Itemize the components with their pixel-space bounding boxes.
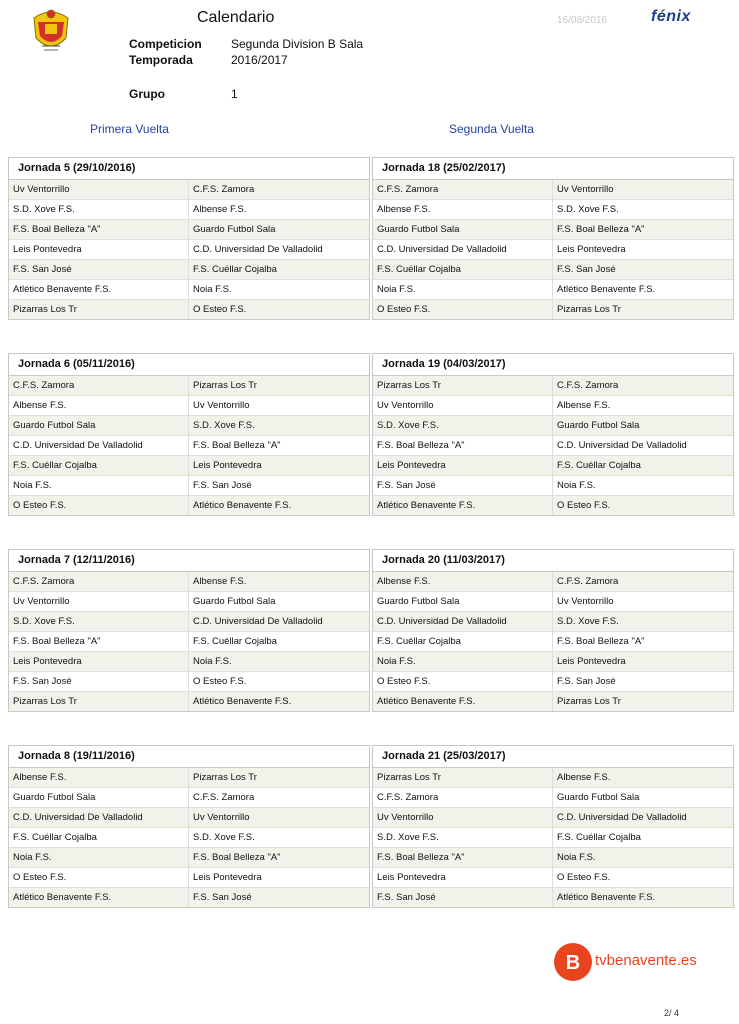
home-team: O Esteo F.S. xyxy=(373,672,553,691)
away-team: Pizarras Los Tr xyxy=(193,380,257,391)
home-team: Albense F.S. xyxy=(373,200,553,219)
match-row xyxy=(373,260,733,280)
home-team: S.D. Xove F.S. xyxy=(373,416,553,435)
away-team: Albense F.S. xyxy=(193,576,247,587)
away-team: Leis Pontevedra xyxy=(557,656,626,667)
grupo-value: 1 xyxy=(231,87,238,101)
match-row xyxy=(373,692,733,711)
home-team: F.S. Boal Belleza "A" xyxy=(9,632,189,651)
home-team: Guardo Futbol Sala xyxy=(9,788,189,807)
away-team: Leis Pontevedra xyxy=(193,460,262,471)
jornada-title: Jornada 7 (12/11/2016) xyxy=(9,550,369,572)
away-team: F.S. San José xyxy=(557,264,616,275)
match-row xyxy=(9,260,369,280)
match-row xyxy=(9,396,369,416)
home-team: Atlético Benavente F.S. xyxy=(373,692,553,711)
match-row xyxy=(9,476,369,496)
home-team: C.D. Universidad De Valladolid xyxy=(9,808,189,827)
home-team: Uv Ventorrillo xyxy=(9,180,189,199)
match-row xyxy=(373,376,733,396)
home-team: Uv Ventorrillo xyxy=(373,808,553,827)
match-list xyxy=(373,180,733,319)
match-row xyxy=(373,456,733,476)
jornada-title: Jornada 19 (04/03/2017) xyxy=(373,354,733,376)
away-team: F.S. Cuéllar Cojalba xyxy=(557,460,641,471)
home-team: Guardo Futbol Sala xyxy=(373,592,553,611)
jornada-card xyxy=(372,157,734,320)
away-team: Atlético Benavente F.S. xyxy=(193,696,292,707)
away-team: Atlético Benavente F.S. xyxy=(193,500,292,511)
competicion-label: Competicion xyxy=(129,37,202,51)
away-team: Uv Ventorrillo xyxy=(557,596,614,607)
match-row xyxy=(9,496,369,515)
away-team: Noia F.S. xyxy=(557,852,596,863)
home-team: Atlético Benavente F.S. xyxy=(9,280,189,299)
match-row xyxy=(373,396,733,416)
home-team: C.D. Universidad De Valladolid xyxy=(373,240,553,259)
away-team: F.S. Boal Belleza "A" xyxy=(193,440,281,451)
match-row xyxy=(9,808,369,828)
competicion-value: Segunda Division B Sala xyxy=(231,37,364,51)
match-row xyxy=(373,280,733,300)
away-team: Noia F.S. xyxy=(557,480,596,491)
away-team: Pizarras Los Tr xyxy=(193,772,257,783)
jornada-card xyxy=(8,745,370,908)
away-team: F.S. San José xyxy=(193,480,252,491)
match-row xyxy=(9,632,369,652)
home-team: F.S. Cuéllar Cojalba xyxy=(9,828,189,847)
home-team: C.D. Universidad De Valladolid xyxy=(9,436,189,455)
away-team: C.D. Universidad De Valladolid xyxy=(557,440,687,451)
away-team: F.S. Cuéllar Cojalba xyxy=(193,636,277,647)
away-team: Leis Pontevedra xyxy=(193,872,262,883)
home-team: F.S. Cuéllar Cojalba xyxy=(9,456,189,475)
away-team: F.S. Boal Belleza "A" xyxy=(193,852,281,863)
away-team: S.D. Xove F.S. xyxy=(557,204,619,215)
match-row xyxy=(373,180,733,200)
match-row xyxy=(373,300,733,319)
fenix-brand-logo: fénix xyxy=(651,8,691,25)
home-team: C.F.S. Zamora xyxy=(373,788,553,807)
match-row xyxy=(373,200,733,220)
home-team: Pizarras Los Tr xyxy=(373,376,553,395)
home-team: Atlético Benavente F.S. xyxy=(9,888,189,907)
jornada-card xyxy=(8,549,370,712)
jornada-card xyxy=(372,745,734,908)
page-number: 2/ 4 xyxy=(664,1008,680,1018)
away-team: F.S. Cuéllar Cojalba xyxy=(193,264,277,275)
away-team: C.F.S. Zamora xyxy=(557,576,619,587)
match-list xyxy=(373,572,733,711)
home-team: Leis Pontevedra xyxy=(373,456,553,475)
home-team: C.F.S. Zamora xyxy=(9,376,189,395)
match-list xyxy=(9,180,369,319)
home-team: F.S. Boal Belleza "A" xyxy=(373,848,553,867)
match-list xyxy=(9,768,369,907)
away-team: Pizarras Los Tr xyxy=(557,304,621,315)
match-row xyxy=(9,376,369,396)
temporada-label: Temporada xyxy=(129,53,193,67)
away-team: O Esteo F.S. xyxy=(557,872,611,883)
away-team: Atlético Benavente F.S. xyxy=(557,284,656,295)
match-row xyxy=(9,868,369,888)
away-team: O Esteo F.S. xyxy=(193,676,247,687)
home-team: F.S. Boal Belleza "A" xyxy=(9,220,189,239)
away-team: C.D. Universidad De Valladolid xyxy=(557,812,687,823)
match-row xyxy=(9,300,369,319)
match-row xyxy=(9,200,369,220)
match-row xyxy=(9,436,369,456)
home-team: S.D. Xove F.S. xyxy=(373,828,553,847)
match-row xyxy=(373,768,733,788)
away-team: Leis Pontevedra xyxy=(557,244,626,255)
away-team: Albense F.S. xyxy=(557,400,611,411)
away-team: F.S. Boal Belleza "A" xyxy=(557,636,645,647)
away-team: Guardo Futbol Sala xyxy=(193,224,276,235)
match-row xyxy=(373,888,733,907)
away-team: S.D. Xove F.S. xyxy=(557,616,619,627)
temporada-value: 2016/2017 xyxy=(231,53,288,67)
away-team: Guardo Futbol Sala xyxy=(557,792,640,803)
home-team: F.S. San José xyxy=(373,476,553,495)
away-team: C.D. Universidad De Valladolid xyxy=(193,616,323,627)
match-list xyxy=(9,376,369,515)
document-title: Calendario xyxy=(197,9,275,26)
match-row xyxy=(373,476,733,496)
match-row xyxy=(9,456,369,476)
match-row xyxy=(373,416,733,436)
home-team: Guardo Futbol Sala xyxy=(373,220,553,239)
home-team: F.S. San José xyxy=(9,672,189,691)
tvbenavente-logo-letter: B xyxy=(565,952,581,974)
home-team: Noia F.S. xyxy=(373,280,553,299)
federation-crest-logo xyxy=(28,6,74,56)
jornada-title: Jornada 5 (29/10/2016) xyxy=(9,158,369,180)
match-row xyxy=(9,888,369,907)
match-row xyxy=(373,652,733,672)
match-row xyxy=(373,592,733,612)
home-team: S.D. Xove F.S. xyxy=(9,612,189,631)
document-date: 16/08/2016 xyxy=(557,15,608,26)
away-team: S.D. Xove F.S. xyxy=(193,420,255,431)
away-team: Guardo Futbol Sala xyxy=(557,420,640,431)
away-team: C.F.S. Zamora xyxy=(557,380,619,391)
match-row xyxy=(373,632,733,652)
tvbenavente-logo-icon xyxy=(552,942,594,982)
match-row xyxy=(9,612,369,632)
home-team: Leis Pontevedra xyxy=(9,240,189,259)
home-team: O Esteo F.S. xyxy=(9,496,189,515)
home-team: F.S. San José xyxy=(9,260,189,279)
away-team: Albense F.S. xyxy=(193,204,247,215)
match-row xyxy=(373,572,733,592)
jornada-title: Jornada 18 (25/02/2017) xyxy=(373,158,733,180)
match-row xyxy=(9,828,369,848)
away-team: C.F.S. Zamora xyxy=(193,792,255,803)
match-row xyxy=(9,180,369,200)
away-team: O Esteo F.S. xyxy=(557,500,611,511)
match-list xyxy=(9,572,369,711)
home-team: Albense F.S. xyxy=(9,396,189,415)
away-team: Pizarras Los Tr xyxy=(557,696,621,707)
match-row xyxy=(9,592,369,612)
segunda-vuelta-heading: Segunda Vuelta xyxy=(449,122,534,136)
home-team: Uv Ventorrillo xyxy=(9,592,189,611)
match-list xyxy=(373,376,733,515)
away-team: Uv Ventorrillo xyxy=(557,184,614,195)
match-row xyxy=(9,416,369,436)
away-team: Uv Ventorrillo xyxy=(193,812,250,823)
jornada-card xyxy=(8,157,370,320)
primera-vuelta-heading: Primera Vuelta xyxy=(90,122,169,136)
match-row xyxy=(373,788,733,808)
away-team: F.S. San José xyxy=(193,892,252,903)
match-row xyxy=(9,220,369,240)
home-team: Pizarras Los Tr xyxy=(9,300,189,319)
away-team: Uv Ventorrillo xyxy=(193,400,250,411)
home-team: Pizarras Los Tr xyxy=(373,768,553,787)
match-row xyxy=(373,496,733,515)
match-row xyxy=(9,768,369,788)
home-team: Albense F.S. xyxy=(9,768,189,787)
jornada-title: Jornada 20 (11/03/2017) xyxy=(373,550,733,572)
home-team: Pizarras Los Tr xyxy=(9,692,189,711)
match-row xyxy=(9,652,369,672)
tvbenavente-logo-text: tvbenavente.es xyxy=(595,952,697,969)
away-team: S.D. Xove F.S. xyxy=(193,832,255,843)
home-team: C.F.S. Zamora xyxy=(373,180,553,199)
away-team: F.S. San José xyxy=(557,676,616,687)
jornada-title: Jornada 8 (19/11/2016) xyxy=(9,746,369,768)
match-row xyxy=(373,436,733,456)
home-team: C.F.S. Zamora xyxy=(9,572,189,591)
home-team: Leis Pontevedra xyxy=(9,652,189,671)
match-row xyxy=(373,672,733,692)
home-team: O Esteo F.S. xyxy=(373,300,553,319)
away-team: Guardo Futbol Sala xyxy=(193,596,276,607)
home-team: Noia F.S. xyxy=(9,848,189,867)
away-team: Noia F.S. xyxy=(193,284,232,295)
home-team: Noia F.S. xyxy=(9,476,189,495)
match-row xyxy=(373,828,733,848)
home-team: Uv Ventorrillo xyxy=(373,396,553,415)
home-team: Leis Pontevedra xyxy=(373,868,553,887)
match-row xyxy=(373,220,733,240)
home-team: S.D. Xove F.S. xyxy=(9,200,189,219)
home-team: Guardo Futbol Sala xyxy=(9,416,189,435)
away-team: Albense F.S. xyxy=(557,772,611,783)
jornada-card xyxy=(372,549,734,712)
match-row xyxy=(373,808,733,828)
match-row xyxy=(373,612,733,632)
home-team: C.D. Universidad De Valladolid xyxy=(373,612,553,631)
grupo-label: Grupo xyxy=(129,87,165,101)
jornada-title: Jornada 6 (05/11/2016) xyxy=(9,354,369,376)
match-row xyxy=(373,868,733,888)
away-team: Noia F.S. xyxy=(193,656,232,667)
home-team: Noia F.S. xyxy=(373,652,553,671)
home-team: O Esteo F.S. xyxy=(9,868,189,887)
home-team: Atlético Benavente F.S. xyxy=(373,496,553,515)
match-list xyxy=(373,768,733,907)
away-team: O Esteo F.S. xyxy=(193,304,247,315)
match-row xyxy=(373,240,733,260)
jornada-title: Jornada 21 (25/03/2017) xyxy=(373,746,733,768)
match-row xyxy=(9,788,369,808)
away-team: Atlético Benavente F.S. xyxy=(557,892,656,903)
match-row xyxy=(9,672,369,692)
home-team: F.S. Boal Belleza "A" xyxy=(373,436,553,455)
away-team: F.S. Cuéllar Cojalba xyxy=(557,832,641,843)
jornada-card xyxy=(8,353,370,516)
match-row xyxy=(9,848,369,868)
away-team: F.S. Boal Belleza "A" xyxy=(557,224,645,235)
home-team: F.S. Cuéllar Cojalba xyxy=(373,260,553,279)
match-row xyxy=(9,240,369,260)
home-team: F.S. Cuéllar Cojalba xyxy=(373,632,553,651)
away-team: C.F.S. Zamora xyxy=(193,184,255,195)
match-row xyxy=(9,692,369,711)
match-row xyxy=(373,848,733,868)
home-team: F.S. San José xyxy=(373,888,553,907)
home-team: Albense F.S. xyxy=(373,572,553,591)
away-team: C.D. Universidad De Valladolid xyxy=(193,244,323,255)
match-row xyxy=(9,280,369,300)
match-row xyxy=(9,572,369,592)
jornada-card xyxy=(372,353,734,516)
